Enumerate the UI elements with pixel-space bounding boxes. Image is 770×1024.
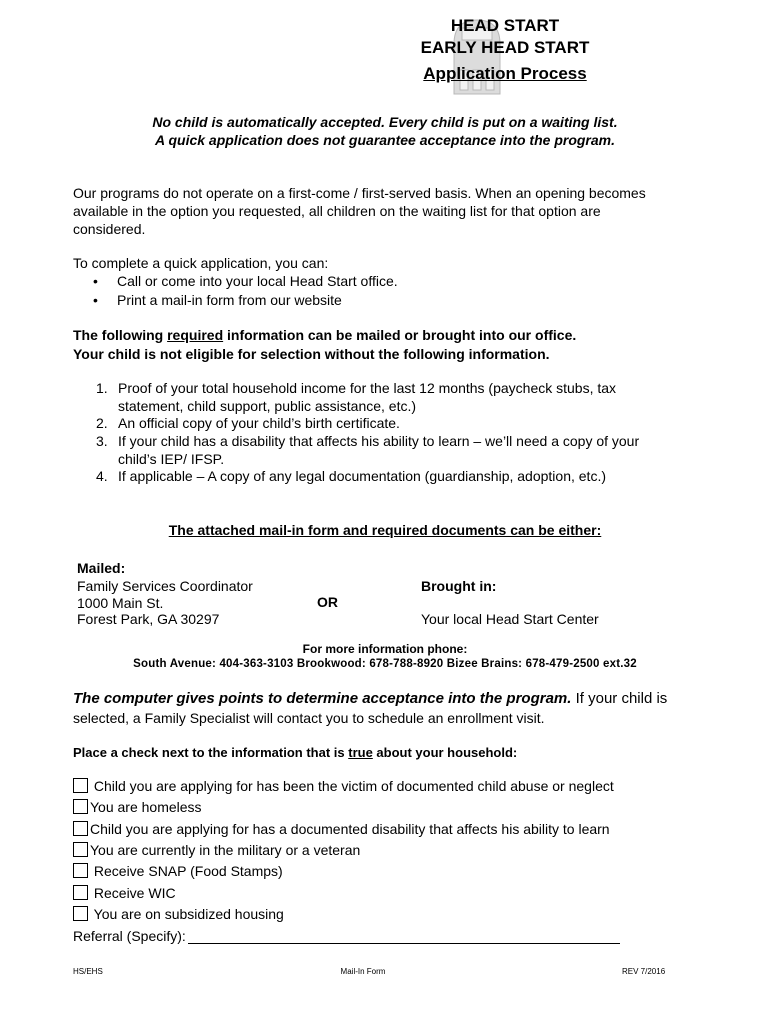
intro-line2: available in the option you requested, all children on the waiting list for that option are: [73, 203, 601, 219]
checkbox[interactable]: [73, 821, 88, 836]
header-title-line2: EARLY HEAD START: [420, 38, 590, 57]
intro-line3: considered.: [73, 221, 146, 237]
checklist-item: Child you are applying for has a documented disability that affects his ability to learn: [73, 820, 610, 838]
checklist-item: You are currently in the military or a veteran: [73, 841, 360, 859]
referral-label: Referral (Specify):: [73, 928, 186, 944]
delivery-heading: The attached mail-in form and required documents can be either:: [168, 522, 602, 538]
bullet-text: Call or come into your local Head Start office.: [117, 273, 398, 289]
checklist-item: Receive WIC: [73, 884, 176, 902]
required-line2: Your child is not eligible for selection without the following information.: [73, 346, 550, 362]
checkbox[interactable]: [73, 885, 88, 900]
footer-left: HS/EHS: [73, 967, 103, 976]
notice-line1: No child is automatically accepted. Every child is put on a waiting list.: [152, 114, 618, 130]
or-label: OR: [317, 594, 338, 610]
checklist-item: You are homeless: [73, 798, 202, 816]
checkbox[interactable]: [73, 906, 88, 921]
footer-right: REV 7/2016: [622, 967, 666, 976]
brought-in-label: Brought in:: [421, 578, 497, 594]
address-line: 1000 Main St.: [77, 595, 164, 611]
footer-center: Mail-In Form: [340, 967, 386, 976]
points-line2: selected, a Family Specialist will contact you to schedule an enrollment visit.: [73, 710, 545, 726]
mailed-label: Mailed:: [77, 560, 126, 576]
referral-row: [73, 927, 620, 945]
checkbox[interactable]: [73, 778, 88, 793]
contact-numbers: South Avenue: 404-363-3103 Brookwood: 678-788-8920 Bizee Brains: 678-479-2500 ext.32: [133, 658, 637, 670]
notice-line2: A quick application does not guarantee acceptance into the program.: [154, 132, 615, 148]
checkbox[interactable]: [73, 842, 88, 857]
address-line: Forest Park, GA 30297: [77, 611, 220, 627]
checklist-item: You are on subsidized housing: [73, 905, 284, 923]
checklist-heading: Place a check next to the information that is true about your household:: [73, 745, 518, 760]
bullet-text: Print a mail-in form from our website: [117, 292, 342, 308]
header-title-line3: Application Process: [423, 64, 587, 83]
checklist-item: Child you are applying for has been the victim of documented child abuse or neglect: [73, 777, 614, 795]
checklist-item: Receive SNAP (Food Stamps): [73, 862, 283, 880]
checkbox[interactable]: [73, 799, 88, 814]
bullet-item: • Print a mail-in form from our website: [93, 292, 342, 308]
referral-input-line[interactable]: [188, 929, 620, 944]
header-title-line1: HEAD START: [450, 16, 560, 35]
contact-heading: For more information phone:: [302, 642, 468, 656]
brought-in-text: Your local Head Start Center: [421, 611, 599, 627]
quick-app-lead: To complete a quick application, you can:: [73, 255, 329, 271]
points-line1: The computer gives points to determine acceptance into the program. If your child is: [73, 690, 668, 707]
required-line1: The following required information can be mailed or brought into our office.: [73, 327, 577, 343]
checkbox[interactable]: [73, 863, 88, 878]
documents-list: 1. Proof of your total household income for the last 12 months (paycheck stubs, tax statement, child support, public assistance, etc.) 2. An official copy of your child’s birth certificate. 3. If your child has a disability that affects his ability to learn – we’ll need a copy of your child’s IEP/ IFSP. 4. If applicable – A copy of any legal documentation (guardianship, adoption, etc.): [96, 380, 640, 484]
address-line: Family Services Coordinator: [77, 578, 253, 594]
intro-line1: Our programs do not operate on a first-come / first-served basis. When an opening becomes: [73, 185, 646, 201]
bullet-item: • Call or come into your local Head Start office.: [93, 273, 398, 289]
